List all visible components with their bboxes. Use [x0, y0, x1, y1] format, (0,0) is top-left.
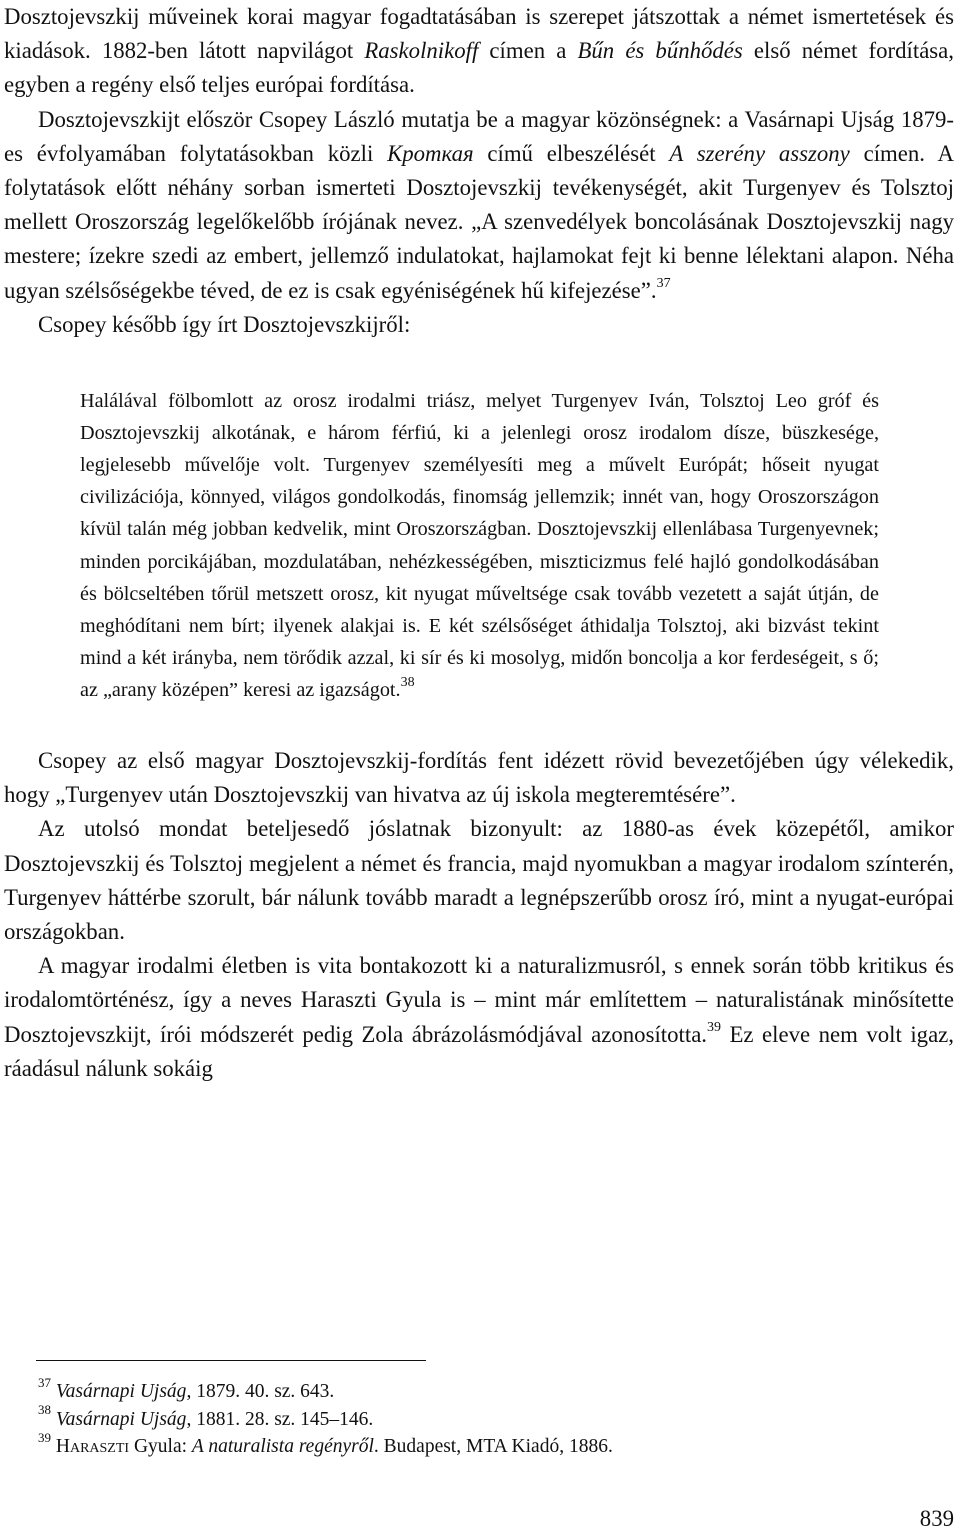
- page-number: 839: [919, 1506, 954, 1531]
- main-text-continued: [4, 744, 954, 1086]
- italic-title: Raskolnikoff: [364, 38, 479, 64]
- footnote-text: , 1881. 28. sz. 145–146.: [186, 1408, 374, 1430]
- italic-title: A szerény asszony: [669, 140, 850, 166]
- text-run: Dosztojevszkij műveinek korai magyar fogadtatásában is szerepet játszottak a német ismertetések és kiadások. 1882-ben látott napvilágot: [4, 4, 954, 64]
- footnote-39: [38, 1429, 918, 1461]
- italic-title: Bűn és bűnhődés: [577, 38, 743, 64]
- text-run: című elbeszélését: [473, 140, 670, 166]
- paragraph-2: [4, 103, 954, 308]
- text-run: Ez eleve nem volt igaz, ráadásul nálunk sokáig: [4, 1021, 955, 1081]
- footnote-divider: [36, 1360, 426, 1361]
- text-run: első német fordítása, egyben a regény első teljes európai fordítása.: [4, 38, 954, 98]
- paragraph-5: Az utolsó mondat beteljesedő jóslatnak bizonyult: az 1880-as évek közepétől, amikor Dosztojevszkij és Tolsztoj megjelent a német és francia, majd nyomukban a magyar irodalom színterén, Turgenyev háttérbe szorult, bár nálunk tovább maradt a legnépszerűbb orosz író, mint a nyugat-európai országokban.: [4, 816, 954, 944]
- footnote-title: Vasárnapi Ujság: [55, 1381, 187, 1402]
- page: [4, 0, 954, 1086]
- text-run: Dosztojevszkijt először Csopey László mutatja be a magyar közönségnek: a Vasárnapi Ujság 1879-es évfolyamában folytatásokban közli: [4, 106, 954, 166]
- main-text: [4, 0, 954, 342]
- paragraph-4: Csopey az első magyar Dosztojevszkij-fordítás fent idézett rövid bevezetőjében úgy vélekedik, hogy „Turgenyev után Dosztojevszkij van hivatva az új iskola megteremtésére”.: [4, 747, 954, 808]
- footnote-number: 39: [38, 1429, 51, 1445]
- block-quote: [80, 385, 879, 706]
- text-run: címen a: [478, 38, 578, 64]
- footnote-ref: 38: [400, 675, 415, 691]
- italic-title: Кроткая: [387, 140, 474, 166]
- paragraph-3: Csopey később így írt Dosztojevszkijről:: [38, 311, 411, 337]
- footnote-ref: 39: [707, 1020, 722, 1035]
- text-run: A magyar irodalmi életben is vita bontakozott ki a naturalizmusról, s ennek során több kritikus és irodalomtörténész, így a neves Haraszti Gyula is – mint már említettem – naturalistának minősítette Dosztojevszkijt, írói módszerét pedig Zola ábrázolásmódjával azonosította.: [4, 953, 954, 1047]
- paragraph-6: [4, 949, 954, 1086]
- paragraph-1: [4, 0, 954, 103]
- footnote-number: 38: [38, 1402, 51, 1417]
- footnote-text: , 1879. 40. sz. 643.: [186, 1381, 335, 1402]
- footnote-text: . Budapest, MTA Kiadó, 1886.: [373, 1436, 613, 1457]
- footnote-38: [38, 1402, 918, 1434]
- footnote-ref: 37: [656, 276, 671, 292]
- footnote-author: Haraszti: [55, 1436, 130, 1457]
- text-run: címen. A folytatások előtt néhány sorban ismerteti Dosztojevszkij tevékenységét, akit Turgenyev és Tolsztoj mellett Oroszország legelőkelőbb írójának nevez. „A szenvedélyek boncolásának Dosztojevszkij nagy mestere; ízekre szedi az embert, jellemző indulatokat, hajlamokat fejt ki benne lélektani alapon. Néha ugyan szélsőségekbe téved, de ez is csak egyéniségének hű kifejezése”.: [4, 140, 954, 303]
- footnote-text: Gyula:: [129, 1436, 192, 1457]
- footnote-title: A naturalista regényről: [191, 1436, 374, 1457]
- footnote-title: Vasárnapi Ujság: [55, 1408, 187, 1430]
- footnote-37: [38, 1374, 918, 1406]
- footnote-number: 37: [38, 1374, 51, 1390]
- quote-text: Halálával fölbomlott az orosz irodalmi triász, melyet Turgenyev Iván, Tolsztoj Leo gróf és Dosztojevszkij alkotának, e három férfiú, ki a jelenlegi orosz irodalom dísze, büszkesége, legjelesebb művelője volt. Turgenyev személyesíti meg a művelt Európát; hőseit nyugat civilizációja, könnyed, világos gondolkodás, finomság jellemzik; innét van, hogy Oroszországon kívül talán még jobban kedvelik, mint Oroszországban. Dosztojevszkij ellenlábasa Turgenyevnek; minden porcikájában, mozdulatában, nehézkességében, miszticizmus felé hajló gondolkodásában és bölcseltében tőrül metszett orosz, kit nyugat műveltsége csak tovább vezetett a saját útján, de meghódítani nem bírt; ilyenek alakjai is. E két szélsőséget áthidalja Tolsztoj, aki bizvást tekint mind a két irányba, nem törődik azzal, ki sír és ki mosolyg, midőn boncolja a kor ferdeségeit, s ő; az „arany középen” keresi az igazságot.: [80, 390, 879, 701]
- footnotes: [38, 1374, 918, 1461]
